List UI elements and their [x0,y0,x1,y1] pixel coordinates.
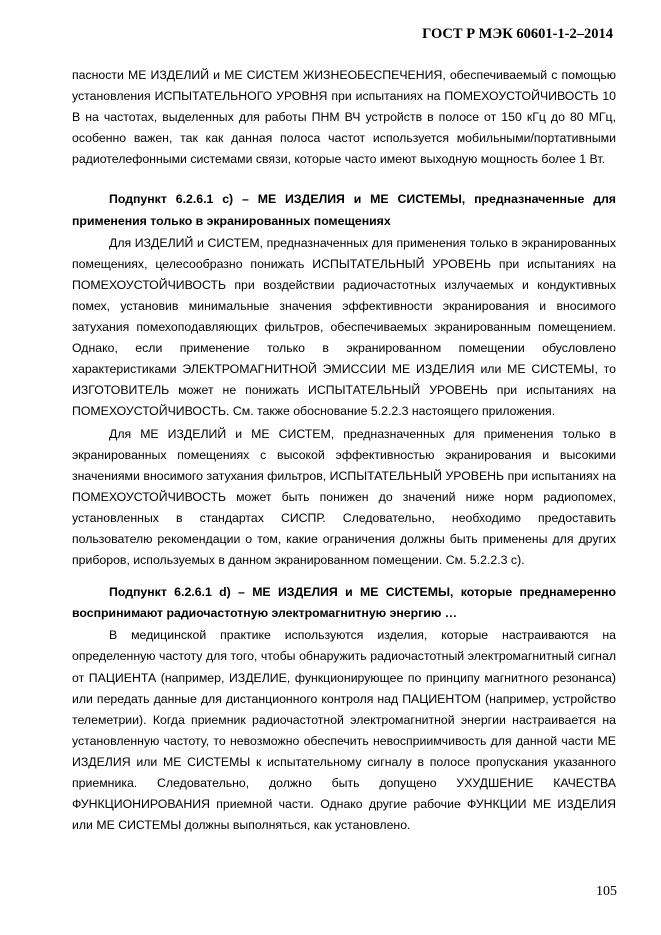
subclause-heading-d: Подпункт 6.2.6.1 d) – МЕ ИЗДЕЛИЯ и МЕ СИСТЕМЫ, которые преднамеренно воспринимают радиочастотную электромагнитную энергию … [72,585,616,621]
paragraph-high-shielding: Для МЕ ИЗДЕЛИЙ и МЕ СИСТЕМ, предназначенных для применения только в экранированных помещениях с высокой эффективностью экранирования и высокими значениями вносимого затухания фильтров, ИСПЫТАТЕЛЬНЫЙ УРОВЕНЬ при испытаниях на ПОМЕХОУСТОЙЧИВОСТЬ может быть понижен до значений ниже норм радиопомех, установленных в стандартах СИСПР. Следовательно, необходимо предоставить пользователю рекомендации о том, какие ограничения должны быть применены для других приборов, используемых в данном экранированном помещении. См. 5.2.2.3 с). [72,426,616,568]
subclause-heading-c: Подпункт 6.2.6.1 с) – МЕ ИЗДЕЛИЯ и МЕ СИСТЕМЫ, предназначенные для применения только в экранированных помещениях [72,192,616,228]
page-number: 105 [596,884,617,899]
paragraph-shielded-rooms: Для ИЗДЕЛИЙ и СИСТЕМ, предназначенных для применения только в экранированных помещениях, целесообразно понижать ИСПЫТАТЕЛЬНЫЙ УРОВЕНЬ при испытаниях на ПОМЕХОУСТОЙЧИВОСТЬ при воздействии радиочастотных излучаемых и кондуктивных помех, установив минимальные значения эффективности экранирования и вносимого затухания помехоподавляющих фильтров, обеспечиваемых экранированным помещением. Однако, если применение только в экранированном помещении обусловлено характеристиками ЭЛЕКТРОМАГНИТНОЙ ЭМИССИИ МЕ ИЗДЕЛИЯ или МЕ СИСТЕМЫ, то ИЗГОТОВИТЕЛЬ может не понижать ИСПЫТАТЕЛЬНЫЙ УРОВЕНЬ при испытаниях на ПОМЕХОУСТОЙЧИВОСТЬ. См. также обоснование 5.2.2.3 настоящего приложения. [72,235,616,419]
paragraph-continuation: пасности МЕ ИЗДЕЛИЙ и МЕ СИСТЕМ ЖИЗНЕОБЕСПЕЧЕНИЯ, обеспечиваемый с помощью установления ИСПЫТАТЕЛЬНОГО УРОВНЯ при испытаниях на ПОМЕХОУСТОЙЧИВОСТЬ 10 В на частотах, выделенных для работы ПНМ ВЧ устройств в полосе от 150 кГц до 80 МГц, особенно важен, так как данная полоса частот используется мобильными/портативными радиотелефонными системами связи, которые часто имеют выходную мощность более 1 Вт. [72,68,616,167]
document-code-header: ГОСТ Р МЭК 60601-1-2–2014 [422,26,613,42]
document-body [72,65,616,836]
paragraph-medical-practice: В медицинской практике используются изделия, которые настраиваются на определенную частоту для того, чтобы обнаружить радиочастотный электромагнитный сигнал от ПАЦИЕНТА (например, ИЗДЕЛИЕ, функционирующее по принципу магнитного резонанса) или передать данные для дистанционного контроля над ПАЦИЕНТОМ (например, устройство телеметрии). Когда приемник радиочастотной электромагнитной энергии настраивается на установленную частоту, то невозможно обеспечить невосприимчивость для данной части МЕ ИЗДЕЛИЯ или МЕ СИСТЕМЫ к испытательному сигналу в полосе пропускания указанного приемника. Следовательно, должно быть допущено УХУДШЕНИЕ КАЧЕСТВА ФУНКЦИОНИРОВАНИЯ приемной части. Однако другие рабочие ФУНКЦИИ МЕ ИЗДЕЛИЯ или МЕ СИСТЕМЫ должны выполняться, как установлено. [72,628,616,833]
